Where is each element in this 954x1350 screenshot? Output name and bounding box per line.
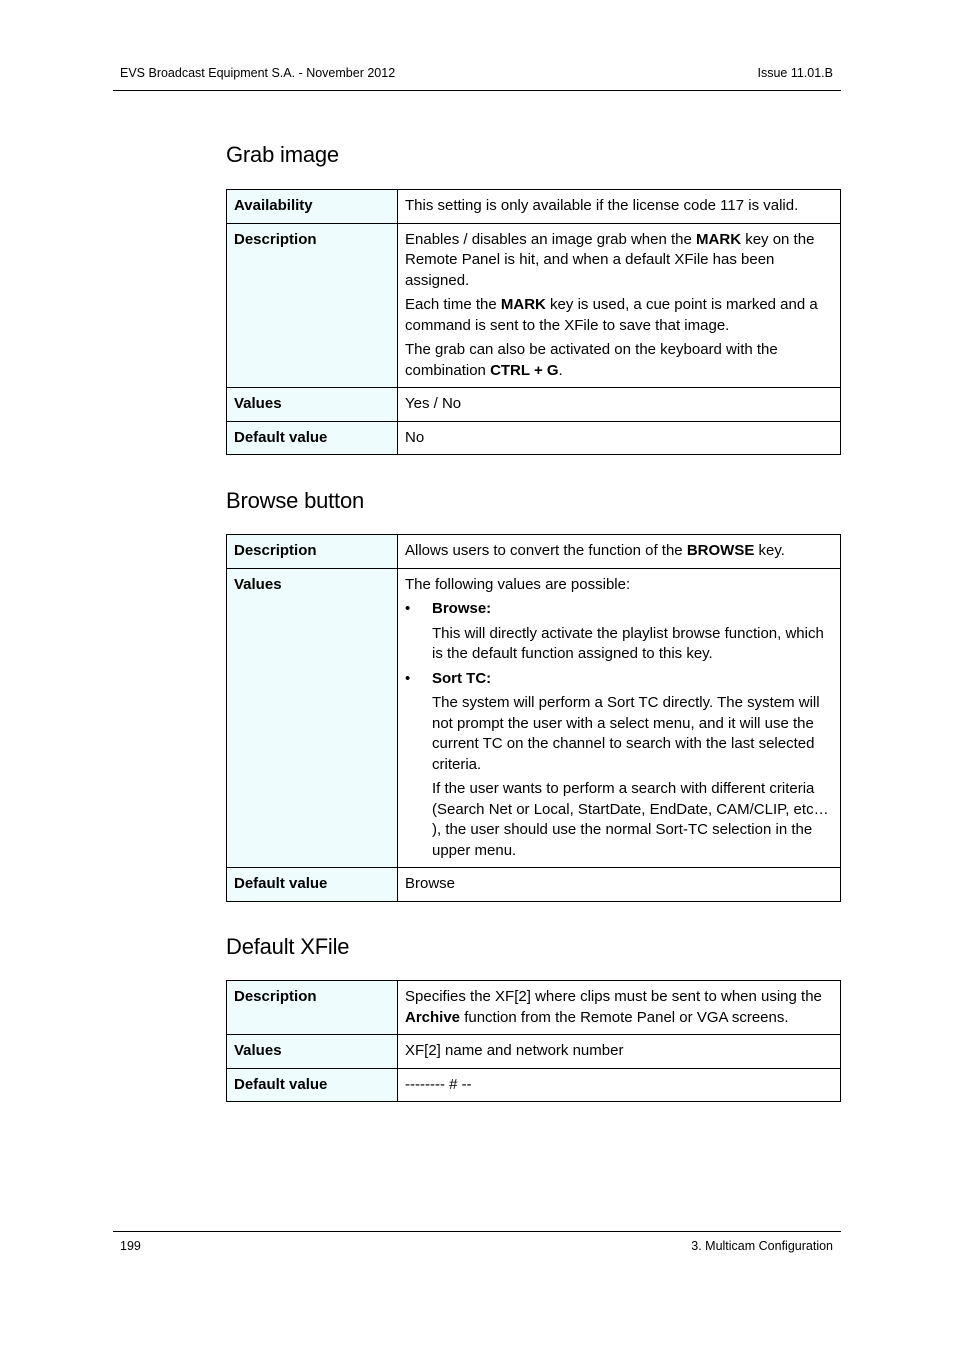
table-row: [227, 421, 841, 455]
bullet-icon: •: [405, 600, 411, 617]
grab-image-table: [226, 189, 841, 455]
bullet-icon: •: [405, 669, 411, 687]
description-value: Specifies the XF[2] where clips must be sent to when using the Archive function from the Remote Panel or VGA screens.: [398, 981, 841, 1035]
description-value: [398, 223, 841, 388]
table-row: [227, 1068, 841, 1102]
default-value: Browse: [398, 868, 841, 902]
section-title-browse-button: Browse button: [226, 488, 365, 513]
default-value: No: [398, 421, 841, 455]
option-description: The system will perform a Sort TC directly. The system will not prompt the user with a select menu, and it will use the current TC on the channel to search with the last selected criteria.: [432, 694, 820, 773]
description-paragraph: Enables / disables an image grab when the MARK key on the Remote Panel is hit, and when a default XFile has been assigned.: [405, 230, 815, 289]
description-value: Allows users to convert the function of the BROWSE key.: [398, 535, 841, 569]
values-value: XF[2] name and network number: [398, 1035, 841, 1069]
footer-chapter: 3. Multicam Configuration: [691, 1239, 833, 1253]
table-row: [227, 190, 841, 224]
default-value-label: Default value: [227, 1068, 398, 1102]
page-number: 199: [120, 1239, 141, 1253]
list-item: [405, 599, 833, 620]
browse-button-table: [226, 534, 841, 902]
table-row: [227, 868, 841, 902]
section-title-default-xfile: Default XFile: [226, 934, 350, 959]
values-label: Values: [227, 1035, 398, 1069]
values-label: Values: [227, 388, 398, 422]
table-row: [227, 223, 841, 388]
table-row: [227, 981, 841, 1035]
option-name-sort-tc: Sort TC:: [432, 669, 492, 687]
page-footer: [113, 1231, 841, 1253]
default-value-label: Default value: [227, 868, 398, 902]
description-paragraph: The grab can also be activated on the keyboard with the combination CTRL + G.: [405, 341, 778, 379]
availability-value: This setting is only available if the license code 117 is valid.: [398, 190, 841, 224]
description-label: Description: [227, 223, 398, 388]
page-header: [113, 66, 841, 91]
values-label: Values: [227, 568, 398, 868]
description-paragraph: Each time the MARK key is used, a cue point is marked and a command is sent to the XFile to save that image.: [405, 296, 818, 334]
availability-label: Availability: [227, 190, 398, 224]
default-value: -------- # --: [398, 1068, 841, 1102]
table-row: [227, 535, 841, 569]
description-label: Description: [227, 535, 398, 569]
option-description: If the user wants to perform a search with different criteria (Search Net or Local, StartDate, EndDate, CAM/CLIP, etc… ), the user should use the normal Sort-TC selection in the upper menu.: [432, 780, 829, 859]
values-value: [398, 568, 841, 868]
option-description: This will directly activate the playlist browse function, which is the default function assigned to this key.: [432, 624, 824, 662]
table-row: [227, 1035, 841, 1069]
header-company-date: EVS Broadcast Equipment S.A. - November 2012: [120, 66, 396, 80]
description-label: Description: [227, 981, 398, 1035]
section-title-grab-image: Grab image: [226, 142, 339, 167]
table-row: [227, 388, 841, 422]
values-value: Yes / No: [398, 388, 841, 422]
header-issue: Issue 11.01.B: [757, 66, 833, 80]
table-row: [227, 568, 841, 868]
default-xfile-table: [226, 980, 841, 1102]
values-intro: The following values are possible:: [405, 575, 631, 593]
option-name-browse: Browse:: [432, 600, 492, 617]
default-value-label: Default value: [227, 421, 398, 455]
list-item: [405, 669, 833, 690]
